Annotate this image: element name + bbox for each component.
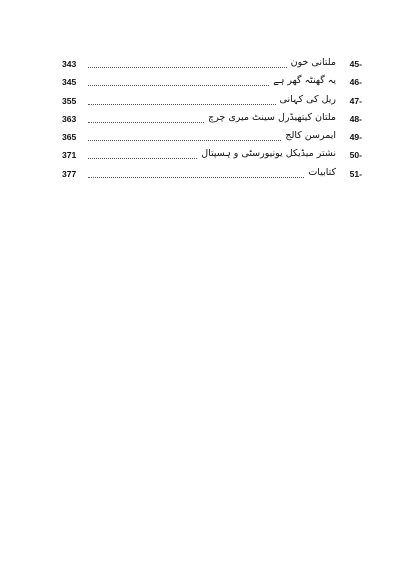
toc-title: ملتانی خون: [290, 57, 336, 68]
toc-entry: [62, 166, 362, 184]
toc-chapter-number: 49-: [349, 132, 362, 143]
toc-page-number: 343: [62, 59, 77, 69]
table-of-contents: [62, 56, 362, 184]
toc-dot-leader: [88, 85, 269, 86]
toc-dot-leader: [88, 122, 204, 123]
toc-entry: [62, 56, 362, 74]
toc-chapter-number: 50-: [349, 150, 362, 161]
toc-chapter-number: 48-: [349, 113, 362, 124]
toc-dot-leader: [88, 104, 276, 105]
toc-entry: [62, 147, 362, 165]
toc-entry: [62, 93, 362, 111]
toc-title: ریل کی کہانی: [279, 93, 336, 105]
toc-entry: [62, 111, 362, 129]
toc-page-number: 345: [62, 77, 77, 88]
toc-page-number: 355: [62, 95, 77, 106]
toc-chapter-number: 46-: [349, 77, 362, 88]
toc-dot-leader: [88, 158, 197, 159]
toc-dot-leader: [88, 67, 287, 68]
toc-page-number: 377: [62, 168, 77, 179]
toc-title: کتابیات: [308, 166, 336, 178]
toc-page-number: 365: [62, 132, 77, 143]
toc-title: ملتان کیتھیڈرل سینٹ میری چرچ: [208, 111, 336, 123]
toc-entry: [62, 74, 362, 92]
toc-title: ایمرسن کالج: [285, 130, 336, 142]
toc-page-number: 371: [62, 150, 77, 161]
toc-chapter-number: 45-: [349, 59, 362, 69]
toc-title: نشتر میڈیکل یونیورسٹی و ہسپتال: [201, 148, 336, 160]
toc-dot-leader: [88, 177, 304, 178]
toc-chapter-number: 51-: [349, 168, 362, 179]
toc-entry: [62, 129, 362, 147]
toc-dot-leader: [88, 140, 281, 141]
toc-title: یہ گھنٹہ گھر ہے: [273, 75, 336, 87]
toc-chapter-number: 47-: [349, 95, 362, 106]
toc-page-number: 363: [62, 113, 77, 124]
